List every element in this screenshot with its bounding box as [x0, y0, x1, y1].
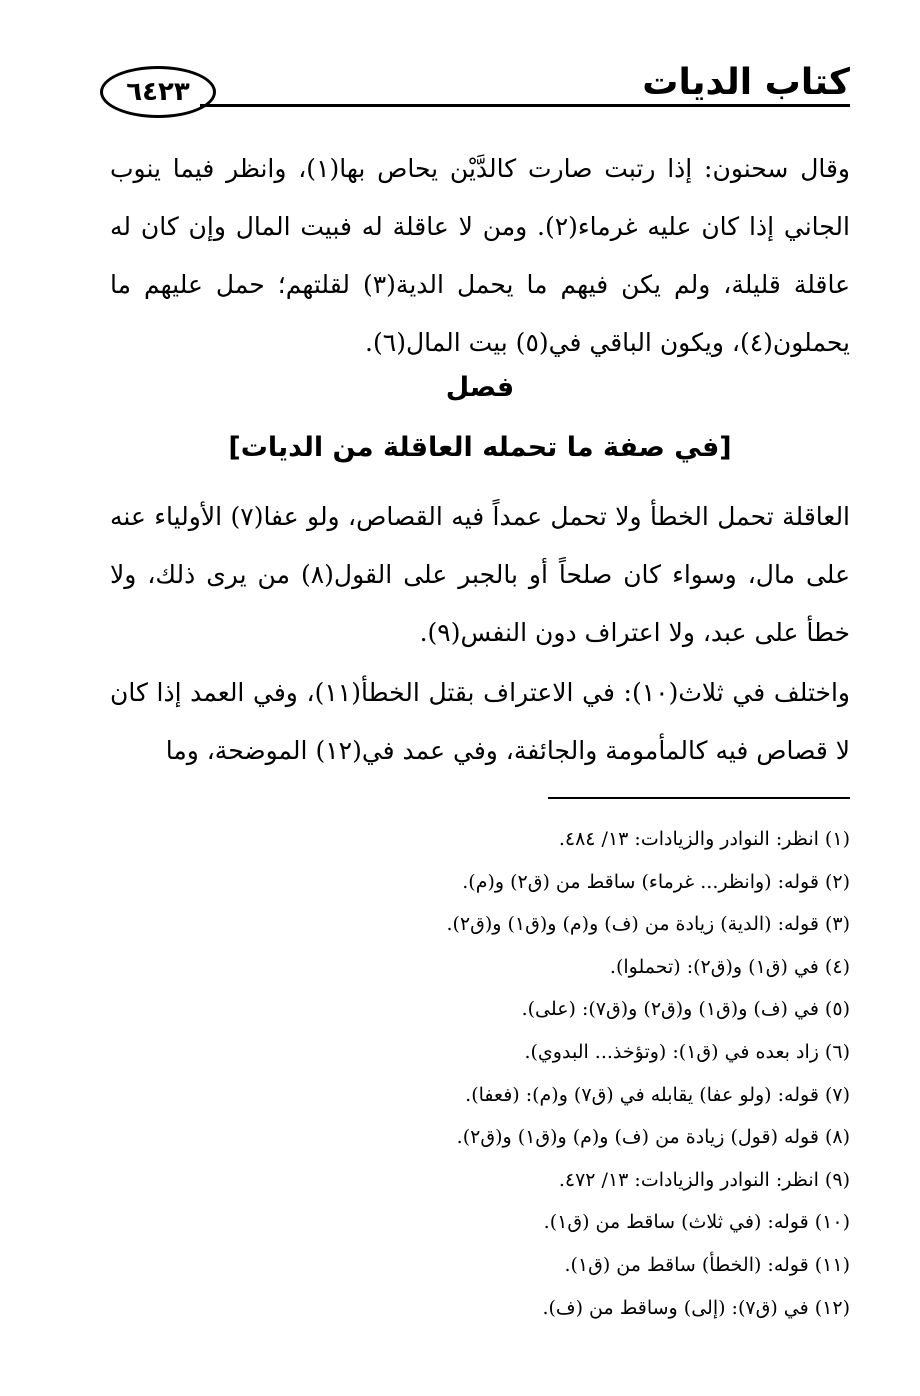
- footnote-4: (٤) في (ق١) و(ق٢): (تحملوا).: [609, 955, 850, 978]
- chapter-title: كتاب الديات: [642, 62, 850, 103]
- paragraph-2: العاقلة تحمل الخطأ ولا تحمل عمداً فيه القصاص، ولو عفا(٧) الأولياء عنه على مال، وسواء كان صلحاً أو بالجبر على القول(٨) من يرى ذلك، ولا خطأ على عبد، ولا اعتراف دون النفس(٩).: [110, 502, 851, 647]
- footnote-6: (٦) زاد بعده في (ق١): (وتؤخذ... البدوي).: [524, 1040, 850, 1063]
- paragraph-1: وقال سحنون: إذا رتبت صارت كالدَّيْن يحاص بها(١)، وانظر فيما ينوب الجاني إذا كان عليه غرماء(٢). ومن لا عاقلة له فبيت المال وإن كان له عاقلة قليلة، ولم يكن فيهم ما يحمل الدية(٣) لقلتهم؛ حمل عليهم ما يحملون(٤)، ويكون الباقي في(٥) بيت المال(٦).: [110, 154, 850, 357]
- footnotes-list: [110, 818, 850, 1329]
- footnote-3: (٣) قوله: (الدية) زيادة من (ف) و(م) و(ق١) و(ق٢).: [446, 913, 850, 936]
- footnote-8: (٨) قوله (قول) زيادة من (ف) و(م) و(ق١) و(ق٢).: [456, 1126, 850, 1149]
- page-number-badge: [100, 66, 216, 118]
- page-number: ٦٤٢٣: [126, 77, 190, 107]
- paragraph-3: واختلف في ثلاث(١٠): في الاعتراف بقتل الخطأ(١١)، وفي العمد إذا كان لا قصاص فيه كالمأمومة والجائفة، وفي عمد في(١٢) الموضحة، وما: [110, 678, 850, 765]
- footnote-11: (١١) قوله: (الخطأ) ساقط من (ق١).: [564, 1253, 850, 1276]
- footnote-5: (٥) في (ف) و(ق١) و(ق٢) و(ق٧): (على).: [521, 998, 850, 1021]
- footnote-2: (٢) قوله: (وانظر... غرماء) ساقط من (ق٢) و(م).: [462, 870, 850, 893]
- footnote-10: (١٠) قوله: (في ثلاث) ساقط من (ق١).: [543, 1211, 850, 1234]
- footnote-separator: [548, 797, 850, 799]
- footnote-1: (١) انظر: النوادر والزيادات: ١٣/ ٤٨٤.: [558, 828, 850, 850]
- section-subheading: [في صفة ما تحمله العاقلة من الديات]: [228, 432, 732, 463]
- page-header: [100, 58, 850, 118]
- section-heading: فصل: [445, 372, 515, 403]
- header-rule: [200, 104, 850, 107]
- footnote-7: (٧) قوله: (ولو عفا) يقابله في (ق٧) و(م): (فعفا).: [465, 1083, 850, 1106]
- footnote-12: (١٢) في (ق٧): (إلى) وساقط من (ف).: [542, 1296, 850, 1319]
- footnote-9: (٩) انظر: النوادر والزيادات: ١٣/ ٤٧٢.: [558, 1168, 850, 1191]
